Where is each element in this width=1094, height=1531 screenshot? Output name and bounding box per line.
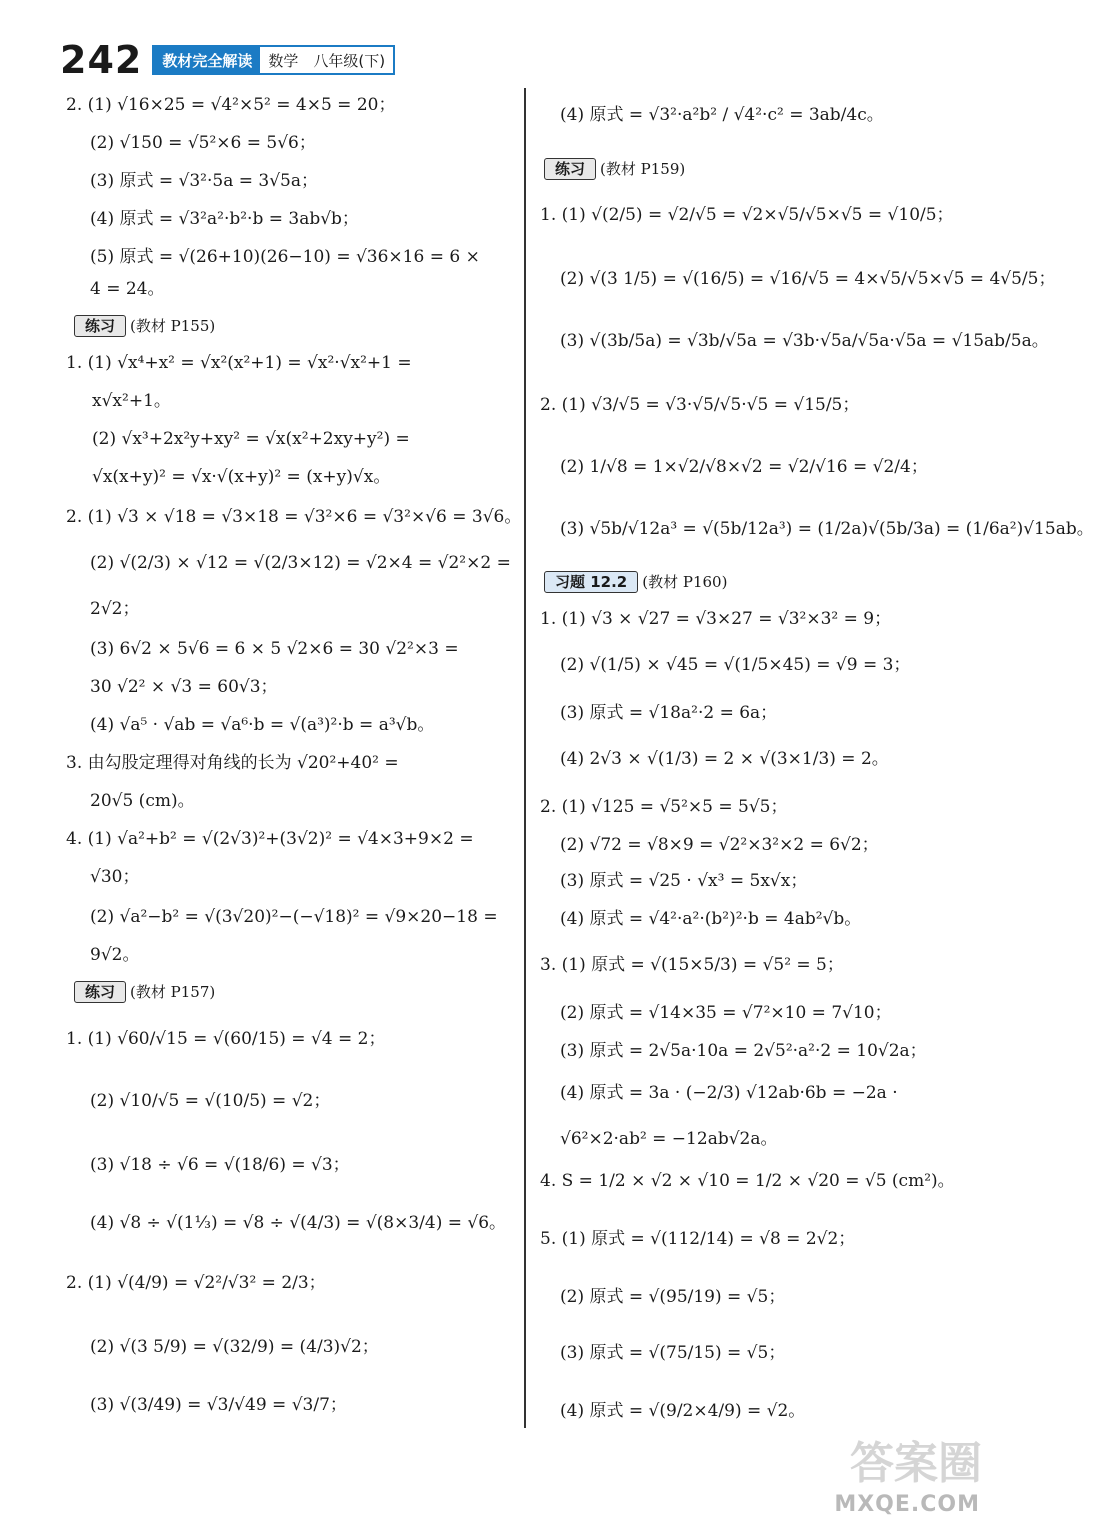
answer-line: (3) √(3b/5a) = √3b/√5a = √3b·√5a/√5a·√5a = √15ab/5a。	[560, 331, 1049, 351]
watermark-logo: 答案圈	[850, 1438, 982, 1489]
textbook-ref: (教材 P159)	[600, 160, 686, 178]
answer-line: (2) √a²−b² = √(3√20)²−(−√18)² = √9×20−18 =	[90, 907, 498, 927]
answer-line: (2) √x³+2x²y+xy² = √x(x²+2xy+y²) =	[92, 429, 410, 449]
page-header	[60, 40, 395, 80]
answer-line: 2√2；	[90, 599, 140, 619]
textbook-ref: (教材 P155)	[130, 317, 216, 335]
answer-line: (5) 原式 = √(26+10)(26−10) = √36×16 = 6 ×	[90, 247, 480, 267]
answer-line: (3) 原式 = √(75/15) = √5；	[560, 1343, 786, 1363]
answer-line: (3) 原式 = √3²·5a = 3√5a；	[90, 171, 319, 191]
section-heading	[544, 156, 685, 182]
answer-line: (2) √72 = √8×9 = √2²×3²×2 = 6√2；	[560, 835, 879, 855]
answer-line: (4) 原式 = √3²a²·b²·b = 3ab√b；	[90, 209, 359, 229]
answer-line: (2) √(2/3) × √12 = √(2/3×12) = √2×4 = √2²×2 =	[90, 553, 511, 573]
answer-line: (4) 原式 = √3²·a²b² / √4²·c² = 3ab/4c。	[560, 105, 884, 125]
answer-line: 1. (1) √(2/5) = √2/√5 = √2×√5/√5×√5 = √10/5；	[540, 205, 954, 225]
answer-line: (2) √10/√5 = √(10/5) = √2；	[90, 1091, 331, 1111]
answer-line: (2) √(1/5) × √45 = √(1/5×45) = √9 = 3；	[560, 655, 911, 675]
section-tag: 练习	[74, 315, 126, 337]
answer-line: 1. (1) √3 × √27 = √3×27 = √3²×3² = 9；	[540, 609, 892, 629]
answer-line: (2) √(3 5/9) = √(32/9) = (4/3)√2；	[90, 1337, 379, 1357]
answer-line: (4) 原式 = 3a · (−2/3) √12ab·6b = −2a ·	[560, 1083, 898, 1103]
answer-line: √30；	[90, 867, 140, 887]
answer-line: (3) √5b/√12a³ = √(5b/12a³) = (1/2a)√(5b/3a) = (1/6a²)√15ab。	[560, 519, 1094, 539]
answer-line: 9√2。	[90, 945, 140, 965]
answer-line: (3) √18 ÷ √6 = √(18/6) = √3；	[90, 1155, 350, 1175]
answer-line: (3) 原式 = 2√5a·10a = 2√5²·a²·2 = 10√2a；	[560, 1041, 927, 1061]
answer-line: (3) 原式 = √25 · √x³ = 5x√x；	[560, 871, 808, 891]
answer-line: (3) 原式 = √18a²·2 = 6a；	[560, 703, 778, 723]
answer-line: (2) 原式 = √(95/19) = √5；	[560, 1287, 786, 1307]
section-tag: 练习	[74, 981, 126, 1003]
textbook-ref: (教材 P157)	[130, 983, 216, 1001]
answer-line: (2) 1/√8 = 1×√2/√8×√2 = √2/√16 = √2/4；	[560, 457, 928, 477]
answer-line: √x(x+y)² = √x·√(x+y)² = (x+y)√x。	[92, 467, 391, 487]
answer-line: x√x²+1。	[92, 391, 171, 411]
answer-line: 1. (1) √x⁴+x² = √x²(x²+1) = √x²·√x²+1 =	[66, 353, 412, 373]
section-heading	[544, 569, 727, 595]
answer-line: (2) √(3 1/5) = √(16/5) = √16/√5 = 4×√5/√5×√5 = 4√5/5；	[560, 269, 1056, 289]
answer-line: (4) √8 ÷ √(1⅓) = √8 ÷ √(4/3) = √(8×3/4) = √6。	[90, 1213, 507, 1233]
book-brand: 教材完全解读	[154, 47, 260, 73]
answer-line: 30 √2² × √3 = 60√3；	[90, 677, 278, 697]
answer-line: (4) 原式 = √(9/2×4/9) = √2。	[560, 1401, 806, 1421]
book-subject: 数学 八年级(下)	[268, 51, 386, 70]
answer-line: 2. (1) √3 × √18 = √3×18 = √3²×6 = √3²×√6 = 3√6。	[66, 507, 522, 527]
answer-line: (3) √(3/49) = √3/√49 = √3/7；	[90, 1395, 347, 1415]
answer-line: 4. S = 1/2 × √2 × √10 = 1/2 × √20 = √5 (cm²)。	[540, 1171, 955, 1191]
answer-line: 3. 由勾股定理得对角线的长为 √20²+40² =	[66, 753, 399, 773]
answer-line: 4. (1) √a²+b² = √(2√3)²+(3√2)² = √4×3+9×2 =	[66, 829, 474, 849]
answer-line: (2) 原式 = √14×35 = √7²×10 = 7√10；	[560, 1003, 892, 1023]
answer-line: (4) √a⁵ · √ab = √a⁶·b = √(a³)²·b = a³√b。	[90, 715, 435, 735]
answer-line: 1. (1) √60/√15 = √(60/15) = √4 = 2；	[66, 1029, 386, 1049]
book-title-box	[152, 45, 395, 75]
answer-line: 5. (1) 原式 = √(112/14) = √8 = 2√2；	[540, 1229, 856, 1249]
answer-line: 3. (1) 原式 = √(15×5/3) = √5² = 5；	[540, 955, 844, 975]
section-tag: 习题 12.2	[544, 571, 638, 593]
answer-line: (4) 2√3 × √(1/3) = 2 × √(3×1/3) = 2。	[560, 749, 889, 769]
answer-line: √6²×2·ab² = −12ab√2a。	[560, 1129, 778, 1149]
answer-line: (2) √150 = √5²×6 = 5√6；	[90, 133, 316, 153]
answer-line: 2. (1) √125 = √5²×5 = 5√5；	[540, 797, 788, 817]
section-heading	[74, 979, 215, 1005]
column-divider	[524, 88, 526, 1428]
answer-line: (3) 6√2 × 5√6 = 6 × 5 √2×6 = 30 √2²×3 =	[90, 639, 459, 659]
answer-line: 4 = 24。	[90, 279, 165, 299]
section-tag: 练习	[544, 158, 596, 180]
watermark-site: MXQE.COM	[834, 1492, 980, 1517]
answer-line: 2. (1) √(4/9) = √2²/√3² = 2/3；	[66, 1273, 326, 1293]
answer-line: 20√5 (cm)。	[90, 791, 195, 811]
answer-line: (4) 原式 = √4²·a²·(b²)²·b = 4ab²√b。	[560, 909, 862, 929]
page-number: 242	[60, 38, 143, 82]
answer-line: 2. (1) √16×25 = √4²×5² = 4×5 = 20；	[66, 95, 396, 115]
section-heading	[74, 313, 215, 339]
textbook-ref: (教材 P160)	[642, 573, 728, 591]
answer-line: 2. (1) √3/√5 = √3·√5/√5·√5 = √15/5；	[540, 395, 860, 415]
